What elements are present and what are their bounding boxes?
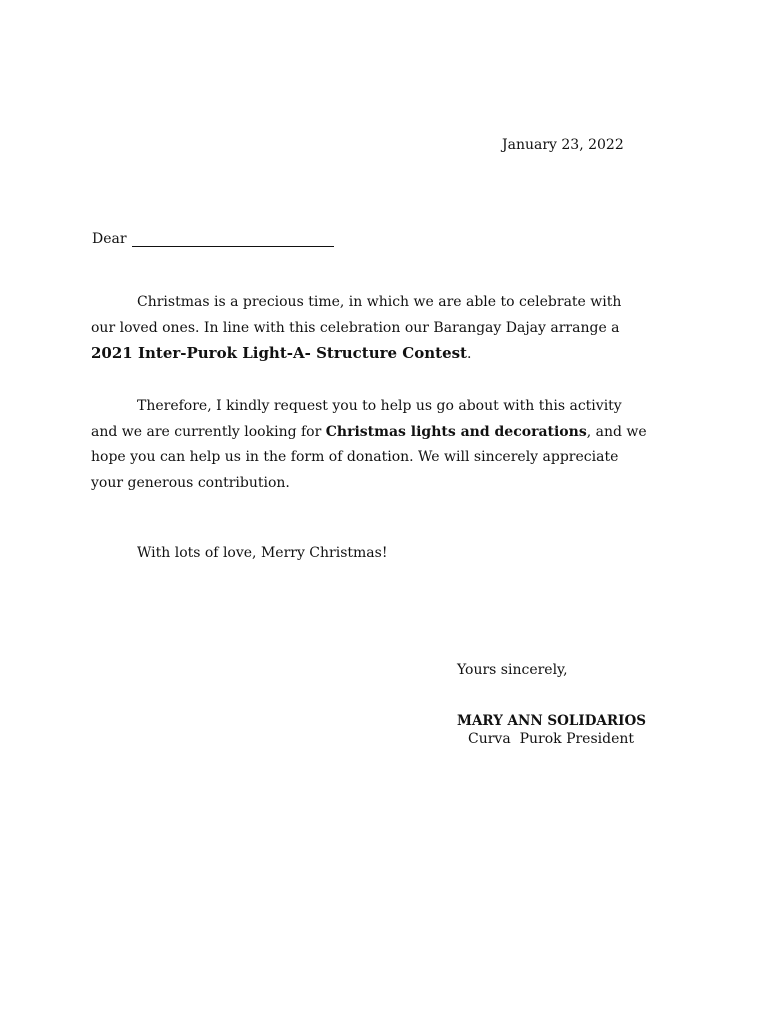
paragraph-line: our loved ones. In line with this celebration our Barangay Dajay arrange a: [91, 319, 620, 336]
paragraph-request: [91, 394, 691, 497]
paragraph-line: Christmas is a precious time, in which we are able to celebrate with: [137, 294, 622, 310]
text-segment: , and we: [586, 423, 647, 440]
donation-items: Christmas lights and decorations: [325, 423, 587, 440]
paragraph-line: [91, 420, 691, 446]
text-segment: and we are currently looking for: [91, 423, 326, 440]
paragraph-line: Therefore, I kindly request you to help us go about with this activity: [137, 398, 622, 414]
paragraph-line: your generous contribution.: [91, 475, 290, 492]
closing-wish: With lots of love, Merry Christmas!: [137, 545, 388, 561]
signer-name: MARY ANN SOLIDARIOS: [457, 713, 646, 729]
paragraph-line: hope you can help us in the form of donation. We will sincerely appreciate: [91, 449, 619, 466]
paragraph-line: [91, 341, 691, 368]
period: .: [466, 346, 472, 363]
recipient-blank-line: [132, 232, 334, 247]
paragraph-intro: [91, 290, 691, 368]
contest-name: 2021 Inter-Purok Light-A- Structure Contest: [91, 344, 467, 363]
letter-date: January 23, 2022: [502, 137, 624, 153]
complimentary-close: Yours sincerely,: [457, 662, 568, 678]
signer-position: Curva Purok President: [468, 731, 635, 747]
salutation-text: Dear: [92, 231, 127, 247]
salutation: [92, 231, 334, 247]
